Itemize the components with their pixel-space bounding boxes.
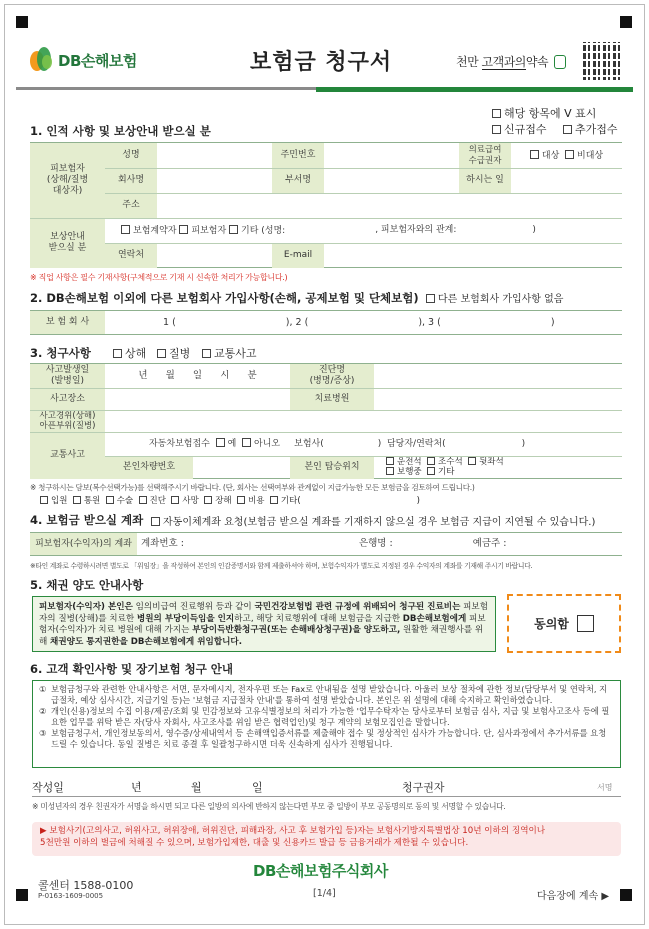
traffic-checkbox[interactable]: 교통사고 — [202, 345, 257, 361]
address-label: 주소 — [105, 193, 157, 218]
contact-label: 연락처 — [105, 243, 157, 268]
diagnosis-label: 진단명 (병명/증상) — [290, 364, 374, 388]
additional-claim-checkbox[interactable]: 추가접수 — [563, 121, 618, 137]
disease-checkbox[interactable]: 질병 — [157, 345, 190, 361]
medical-aid-label: 의료급여 수급권자 — [459, 143, 511, 168]
work-label: 하시는 일 — [459, 168, 511, 193]
agree-checkbox[interactable] — [577, 615, 594, 632]
name-label: 성명 — [105, 143, 157, 168]
section-6-title: 6. 고객 확인사항 및 장기보험 청구 안내 — [30, 662, 234, 676]
name-field[interactable] — [157, 143, 272, 168]
accident-date-field[interactable]: 년 월 일 시 분 — [138, 370, 257, 382]
account-field[interactable]: 계좌번호 : 은행명 : 예금주 : — [141, 538, 507, 550]
section-4-title: 4. 보험금 받으실 계좌 — [30, 513, 144, 527]
sign-date-label: 작성일 — [32, 781, 64, 794]
seat-label: 본인 탑승위치 — [290, 456, 374, 479]
slogan: 천만 고객과의약속 — [456, 53, 566, 70]
qr-code — [583, 42, 621, 80]
accident-place-label: 사고장소 — [30, 388, 105, 410]
corner-mark-br — [620, 889, 632, 901]
email-field[interactable] — [324, 243, 622, 268]
auto-transfer-checkbox[interactable]: 자동이체계좌 요청(보험금 받으실 계좌를 기재하지 않으실 경우 보험금 지급이 지연될 수 있습니다.) — [151, 513, 595, 528]
hospital-field[interactable] — [374, 388, 622, 410]
other-checkbox[interactable]: 기타 (성명: — [229, 225, 285, 237]
sign-month: 월 — [191, 781, 202, 794]
minor-note: ※ 미성년자의 경우 친권자가 서명을 하시면 되고 다른 일방의 의사에 반하지 않는다면 부모 중 일방이 부모 공동명의로 동의 및 서명할 수 있습니다. — [32, 802, 506, 811]
header-divider-green — [316, 87, 633, 92]
account-note: ※타인 계좌로 수령하시려면 별도로 「위임장」을 작성하여 본인의 인감증명서와 함께 제출하셔야 하며, 보험수익자가 별도로 지정된 경우 수익자의 계좌를 기재해 주시기 바랍니다. — [30, 562, 533, 570]
sign-day: 일 — [252, 781, 263, 794]
traffic-label: 교통사고 — [30, 432, 105, 479]
cause-label: 사고경위(상해) 아픈부위(질병) — [30, 410, 105, 432]
section-2-title: 2. DB손해보험 이외에 다른 보험회사 가입사항(손해, 공제보험 및 단체보험) — [30, 291, 419, 305]
account-label: 피보험자(수익자)의 계좌 — [30, 533, 137, 555]
section-1-title: 1. 인적 사항 및 보상안내 받으실 분 — [30, 124, 211, 138]
confirmation-item: ② 개인(신용)정보의 수집 이용/제공/조회 및 민감정보와 고유식별정보의 처리가 가능한 '업무수탁자'는 당사로부터 보험금 심사, 지급 및 보험사고조사 등에 필요한 업무를 위탁 받은 자(당사 자회사, 사고조사를 위임 받은 협력업인)및 청구 계약의 보험모집인을 말합니다. — [39, 705, 610, 727]
thumbs-up-icon — [554, 55, 566, 69]
header-divider-gray — [16, 87, 316, 90]
confirmation-item: ① 보험금청구와 관련한 안내사항은 서면, 문자메시지, 전자우편 또는 Fax로 안내됨을 설명 받았습니다. 아울러 보상 절차에 관한 정보(담당부서 및 연락처, 지급절차, 예상 심사시간, 지급기일 등)는 '보험금 지급절차 안내'를 통하여 설명 받았습니다. 본인은 위 설명에 대해 숙지하고 확인하였습니다. — [39, 684, 608, 705]
rrn-field[interactable] — [324, 143, 459, 168]
agree-box[interactable]: 동의함 — [507, 594, 621, 653]
passenger-checkbox[interactable]: 조수석 — [427, 457, 463, 467]
db-logo-icon — [30, 47, 54, 73]
insured-label: 피보험자 (상해/질병 대상자) — [30, 143, 105, 218]
target-checkbox[interactable]: 대상 — [530, 150, 559, 162]
pedestrian-checkbox[interactable]: 보행중 — [386, 467, 422, 477]
page-number: [1/4] — [313, 888, 336, 899]
no-other-insurance-checkbox[interactable]: 다른 보험회사 가입사항 없음 — [426, 290, 563, 305]
coverage-note: ※ 청구하시는 담보(복수선택가능)를 선택해주시기 바랍니다. (단, 회사는 선택여부와 관계없이 지급가능한 모든 보험금을 검토하여 드립니다.) — [30, 483, 475, 492]
cause-field[interactable] — [105, 410, 622, 432]
contractor-checkbox[interactable]: 보험계약자 — [121, 225, 176, 237]
diagnosis-field[interactable] — [374, 364, 622, 388]
new-claim-checkbox[interactable]: 신규접수 — [492, 121, 547, 137]
corner-mark-tl — [16, 16, 28, 28]
logo-text: DB손해보험 — [58, 51, 137, 70]
page-title: 보험금 청구서 — [250, 50, 393, 75]
assignment-notice: 피보험자(수익자) 본인은 임의비급여 진료행위 등과 같이 국민건강보험법 관련 규정에 위배되어 청구된 진료비는 피보험자의 질병(상해)를 치료한 병원의 부당이득임을 인지하고, 해당 치료행위에 대해 보험금을 지급한 DB손해보험에게 피보험자(수익자)가 치료 병원에 대해 가지는 부당이득반환청구권(또는 손해배상청구권)을 양도하고, 원활한 채권행사를 위해 채권양도 통지권한을 DB손해보험에게 위임합니다. — [32, 596, 496, 652]
job-required-note: ※ 직업 사항은 필수 기재사항(구체적으로 기재 시 신속한 처리가 가능합니다.) — [30, 273, 288, 282]
signature-field[interactable]: 서명 — [597, 783, 613, 792]
relation-row: 보험계약자 피보험자 기타 (성명: , 피보험자와의 관계: ) — [105, 218, 622, 243]
rear-seat-checkbox[interactable]: 뒷좌석 — [468, 457, 504, 467]
fraud-warning: ▶ 보험사기(고의사고, 허위사고, 허위장애, 허위진단, 피해과장, 사고 후 보험가입 등)자는 보험사기방지특별법상 10년 이하의 징역이나 5천만원 이하의 벌금에 처해질 수 있으며, 보험가입제한, 대출 및 신용카드 발급 등 금융거래가 제한될 수 있습니다. — [32, 822, 621, 856]
auto-yes-checkbox[interactable]: 예 — [216, 438, 237, 450]
section-5-title: 5. 채권 양도 안내사항 — [30, 578, 144, 592]
work-field[interactable] — [511, 168, 622, 193]
dept-label: 부서명 — [272, 168, 324, 193]
section-3-title: 3. 청구사항 — [30, 346, 91, 360]
hospital-label: 치료병원 — [290, 388, 374, 410]
insured-checkbox[interactable]: 피보험자 — [179, 225, 226, 237]
guide-label: 보상안내 받으실 분 — [30, 218, 105, 268]
seat-options — [386, 457, 546, 477]
contact-field[interactable] — [157, 243, 272, 268]
form-code: P-0163-1609-0005 — [38, 892, 104, 900]
auto-insurance-row: 자동차보험접수 예 아니오 보험사( ) 담당자/연락처( ) — [149, 438, 526, 450]
email-label: E-mail — [272, 243, 324, 268]
auto-no-checkbox[interactable]: 아니오 — [242, 438, 280, 450]
medical-aid-options — [511, 143, 622, 168]
car-number-label: 본인차량번호 — [105, 456, 193, 479]
corner-mark-tr — [620, 16, 632, 28]
claimant-label: 청구권자 — [402, 781, 445, 794]
sign-year: 년 — [131, 781, 142, 794]
footer-company: DB손해보험주식회사 — [253, 862, 388, 880]
corner-mark-bl — [16, 889, 28, 901]
seat-other-checkbox[interactable]: 기타 — [427, 467, 454, 477]
rrn-label: 주민번호 — [272, 143, 324, 168]
accident-place-field[interactable] — [105, 388, 290, 410]
call-center: 콜센터 1588-0100 — [38, 879, 134, 892]
confirmation-item: ③ 보험금청구서, 개인정보동의서, 영수증/상세내역서 등 손해액입증서류를 제출해야 접수 및 정상적인 심사가 가능합니다. 단, 심사과정에서 추가서류를 요청드릴 수 있습니다. 동일 질병은 치료 종결 후 일괄청구하시면 더욱 신속하게 심사가 진행됩니다. — [39, 727, 607, 749]
db-logo — [30, 47, 137, 73]
confirmation-box — [32, 680, 621, 768]
company-field[interactable] — [157, 168, 272, 193]
mark-instruction: 해당 항목에 V 표시 — [492, 105, 596, 121]
car-number-field[interactable] — [193, 456, 290, 479]
next-page-note: 다음장에 계속 ▶ — [537, 891, 610, 902]
coverage-options: 입원 통원 수술 진단 사망 장해 비용 기타( ) — [40, 494, 420, 506]
company-label: 회사명 — [105, 168, 157, 193]
injury-checkbox[interactable]: 상해 — [113, 345, 146, 361]
other-insurer-label: 보 험 회 사 — [30, 311, 105, 334]
nontarget-checkbox[interactable]: 비대상 — [565, 150, 603, 162]
other-insurer-field[interactable]: 1 ( ), 2 ( ), 3 ( ) — [163, 316, 555, 328]
accident-date-label: 사고발생일 (발병일) — [30, 364, 105, 388]
dept-field[interactable] — [324, 168, 459, 193]
driver-checkbox[interactable]: 운전석 — [386, 457, 422, 467]
address-field[interactable] — [157, 193, 622, 218]
